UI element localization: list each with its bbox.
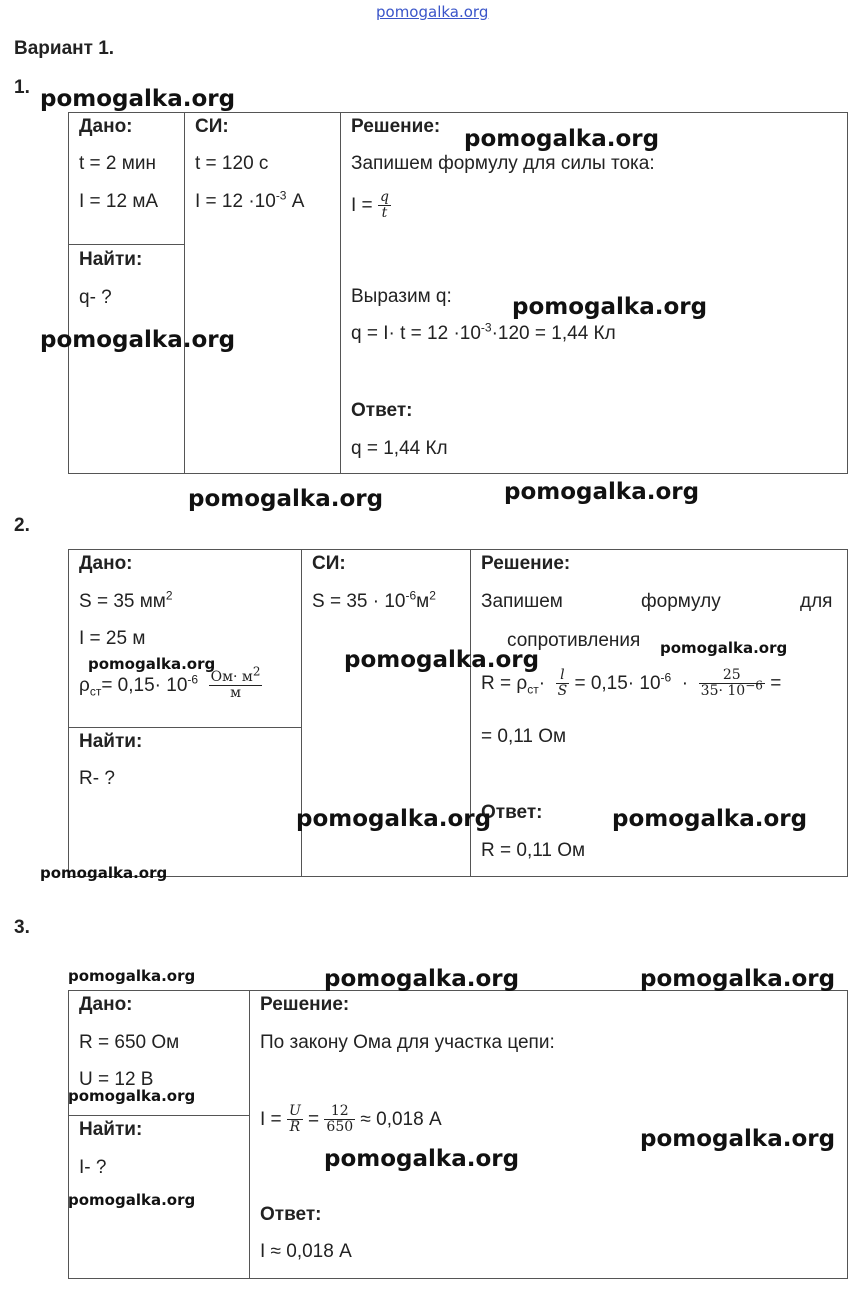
given-area: S = 35 $мм^2$ [79, 588, 173, 612]
solution-calc: $q = I\cdot t = 12 \cdot 10^{-3}\cdot 120 = 1,44$ Кл [351, 320, 616, 344]
answer-label: Ответ: [351, 400, 413, 421]
find-value: q- ? [79, 287, 112, 308]
answer-label: Ответ: [260, 1204, 322, 1225]
answer-value: R = 0,11 Ом [481, 840, 586, 861]
problem-1-divider [68, 244, 185, 245]
si-label: СИ: [312, 553, 346, 574]
solution-intro-word: для [800, 591, 833, 612]
site-link[interactable]: pomogalka.org [376, 3, 489, 21]
solution-intro-word: формулу [641, 591, 721, 612]
solution-label: Решение: [351, 116, 441, 137]
watermark: pomogalka.org [68, 967, 196, 985]
find-value: R- ? [79, 768, 115, 789]
watermark: pomogalka.org [40, 864, 168, 882]
given-time: t = 2 мин [79, 153, 156, 174]
problem-2-number: 2. [14, 515, 30, 536]
current-formula: I = $\frac{q}{t}$ [351, 189, 389, 222]
answer-value: I ≈ 0,018 А [260, 1241, 352, 1262]
find-value: I- ? [79, 1157, 107, 1178]
watermark: pomogalka.org [324, 1146, 520, 1172]
watermark: pomogalka.org [660, 639, 788, 657]
watermark: pomogalka.org [512, 294, 708, 320]
si-area: $S = 35 \cdot 10^{-6}м^2$ [312, 588, 436, 612]
answer-value: q = 1,44 Кл [351, 438, 448, 459]
watermark: pomogalka.org [68, 1191, 196, 1209]
watermark: pomogalka.org [464, 126, 660, 152]
given-voltage: U = 12 В [79, 1069, 154, 1090]
si-current: $I = 12 \cdot 10^{-3}$ А [195, 188, 305, 212]
solution-intro-cont: сопротивления [507, 630, 641, 651]
watermark: pomogalka.org [640, 966, 836, 992]
problem-2-divider [68, 727, 302, 728]
given-label: Дано: [79, 553, 133, 574]
solution-intro-word: Запишем [481, 591, 563, 612]
answer-label: Ответ: [481, 802, 543, 823]
si-time: t = 120 с [195, 153, 269, 174]
watermark: pomogalka.org [40, 327, 236, 353]
find-label: Найти: [79, 249, 143, 270]
solution-intro: По закону Ома для участка цепи: [260, 1032, 555, 1053]
watermark: pomogalka.org [40, 86, 236, 112]
problem-1-divider [184, 112, 185, 474]
solution-result: = 0,11 Ом [481, 726, 567, 747]
resistance-formula: $R = \rho_{ст}\cdot$ $\frac{l}{S}$ = $0,15\cdot 10^{-6}$ · $\frac{25}{35\cdot 10^{-6}}$ = [481, 667, 782, 700]
problem-3-divider [68, 1115, 250, 1116]
problem-1-divider [340, 112, 341, 474]
given-current: I = 12 мА [79, 191, 159, 212]
given-length: I = 25 м [79, 628, 146, 649]
si-label: СИ: [195, 116, 229, 137]
variant-title: Вариант 1. [14, 38, 115, 59]
solution-express: Выразим q: [351, 286, 452, 307]
watermark: pomogalka.org [504, 479, 700, 505]
given-resistance: R = 650 Ом [79, 1032, 180, 1053]
ohm-formula: I = $\frac{U}{R}$ = $\frac{12}{650}$ ≈ 0,018 А [260, 1103, 442, 1136]
solution-label: Решение: [260, 994, 350, 1015]
given-label: Дано: [79, 116, 133, 137]
problem-3-number: 3. [14, 917, 30, 938]
solution-label: Решение: [481, 553, 571, 574]
given-resistivity: $\rho_{ст}= 0,15\cdot 10^{-6}$ $\frac{Ом\cdot м^2}{м}$ [79, 664, 261, 702]
problem-1-number: 1. [14, 77, 30, 98]
watermark: pomogalka.org [344, 647, 540, 673]
given-label: Дано: [79, 994, 133, 1015]
watermark: pomogalka.org [324, 966, 520, 992]
solution-intro: Запишем формулу для силы тока: [351, 153, 655, 174]
watermark: pomogalka.org [68, 1087, 196, 1105]
watermark: pomogalka.org [188, 486, 384, 512]
watermark: pomogalka.org [612, 806, 808, 832]
problem-3-divider [249, 990, 250, 1279]
find-label: Найти: [79, 1119, 143, 1140]
watermark: pomogalka.org [88, 655, 216, 673]
watermark: pomogalka.org [640, 1126, 836, 1152]
watermark: pomogalka.org [296, 806, 492, 832]
find-label: Найти: [79, 731, 143, 752]
